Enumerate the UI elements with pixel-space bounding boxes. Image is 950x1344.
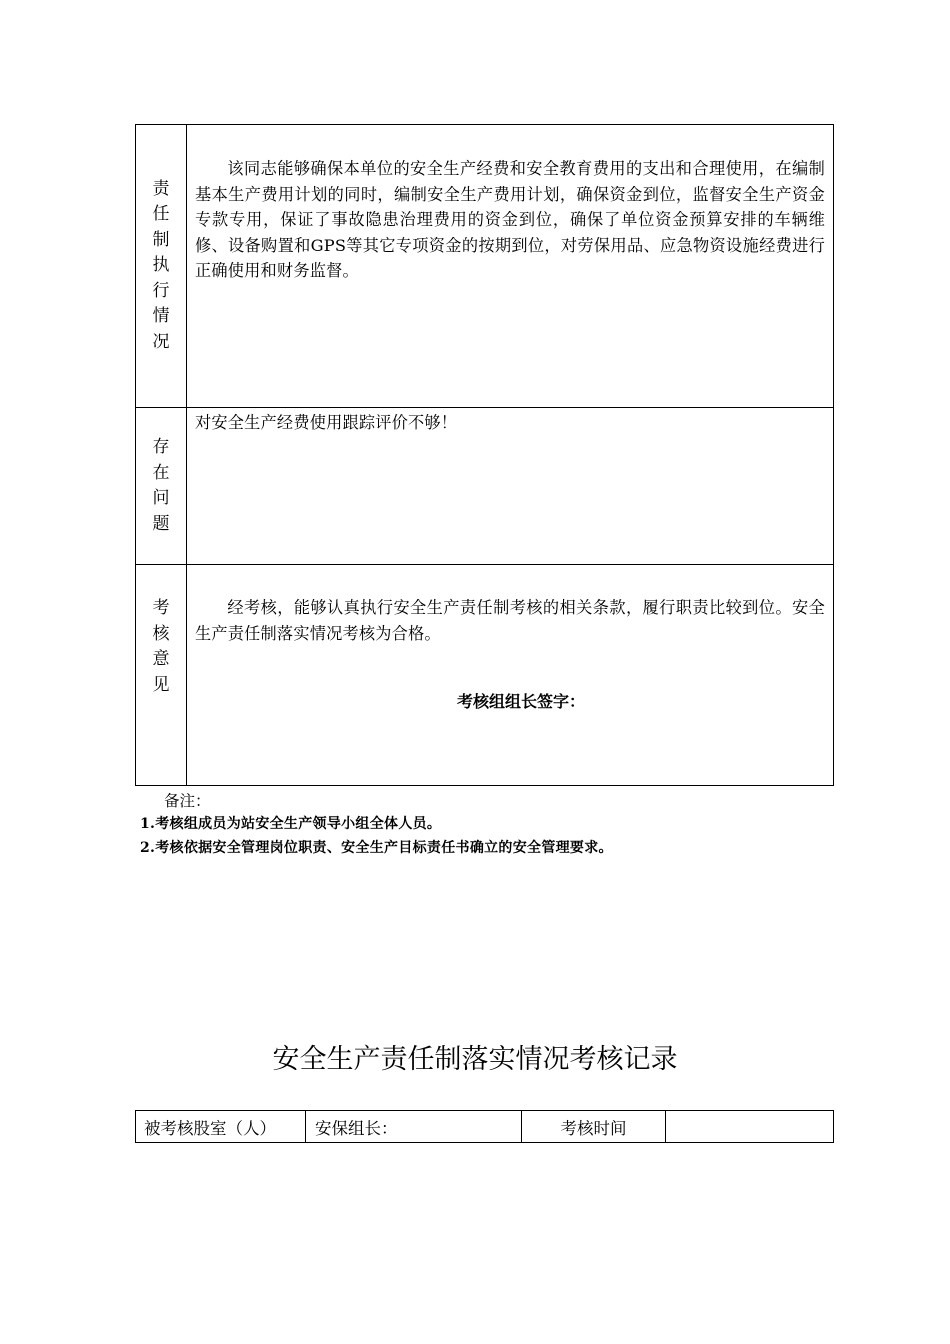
table-row-opinion — [136, 564, 833, 786]
problems-text: 对安全生产经费使用跟踪评价不够！ — [195, 413, 458, 432]
label-char: 责 — [152, 178, 170, 199]
row-label-opinion — [136, 565, 187, 786]
record-header-table — [135, 1110, 834, 1143]
row-content-problems — [187, 408, 833, 564]
notes-section — [140, 791, 613, 862]
row-label-problems — [136, 408, 187, 564]
notes-title: 备注： — [164, 792, 211, 810]
table-row-problems — [136, 407, 833, 564]
label-char: 核 — [152, 623, 170, 644]
record-title: 安全生产责任制落实情况考核记录 — [272, 1044, 678, 1075]
label-char: 问 — [152, 488, 170, 508]
responsibility-text: 该同志能够确保本单位的安全生产经费和安全教育费用的支出和合理使用，在编制基本生产费用计划的同时，编制安全生产费用计划，确保资金到位，监督安全生产资金专款专用，保证了事故隐患治理费用的资金到位，确保了单位资金预算安排的车辆维修、设备购置和GPS等其它专项资金的按期到位，对劳保用品、应急物资设施经费进行正确使用和财务监督。 — [195, 159, 825, 281]
table-row-responsibility — [136, 125, 833, 407]
assessment-time-label: 考核时间 — [522, 1111, 666, 1142]
label-char: 题 — [152, 513, 170, 534]
label-char: 存 — [152, 437, 170, 457]
security-leader-cell: 安保组长： — [306, 1111, 522, 1142]
label-char: 见 — [152, 674, 170, 695]
label-char: 在 — [152, 462, 170, 483]
label-char: 况 — [152, 331, 170, 352]
row-label-responsibility — [136, 125, 187, 407]
label-char: 意 — [152, 649, 170, 669]
row-content-responsibility — [187, 125, 833, 407]
label-char: 考 — [152, 598, 170, 618]
label-char: 情 — [152, 306, 170, 327]
signature-label: 考核组组长签字： — [457, 692, 586, 712]
label-char: 执 — [152, 255, 170, 276]
label-char: 制 — [152, 229, 170, 250]
opinion-text: 经考核，能够认真执行安全生产责任制考核的相关条款，履行职责比较到位。安全生产责任制落实情况考核为合格。 — [195, 598, 825, 643]
assessed-dept-cell: 被考核股室（人） — [136, 1111, 306, 1142]
row-content-opinion — [187, 565, 833, 786]
assessment-time-value — [666, 1111, 833, 1142]
notes-item: 2.考核依据安全管理岗位职责、安全生产目标责任书确立的安全管理要求。 — [140, 840, 613, 856]
assessment-table — [135, 124, 834, 786]
label-char: 行 — [152, 280, 170, 301]
label-char: 任 — [152, 204, 170, 225]
notes-item: 1.考核组成员为站安全生产领导小组全体人员。 — [140, 816, 442, 832]
